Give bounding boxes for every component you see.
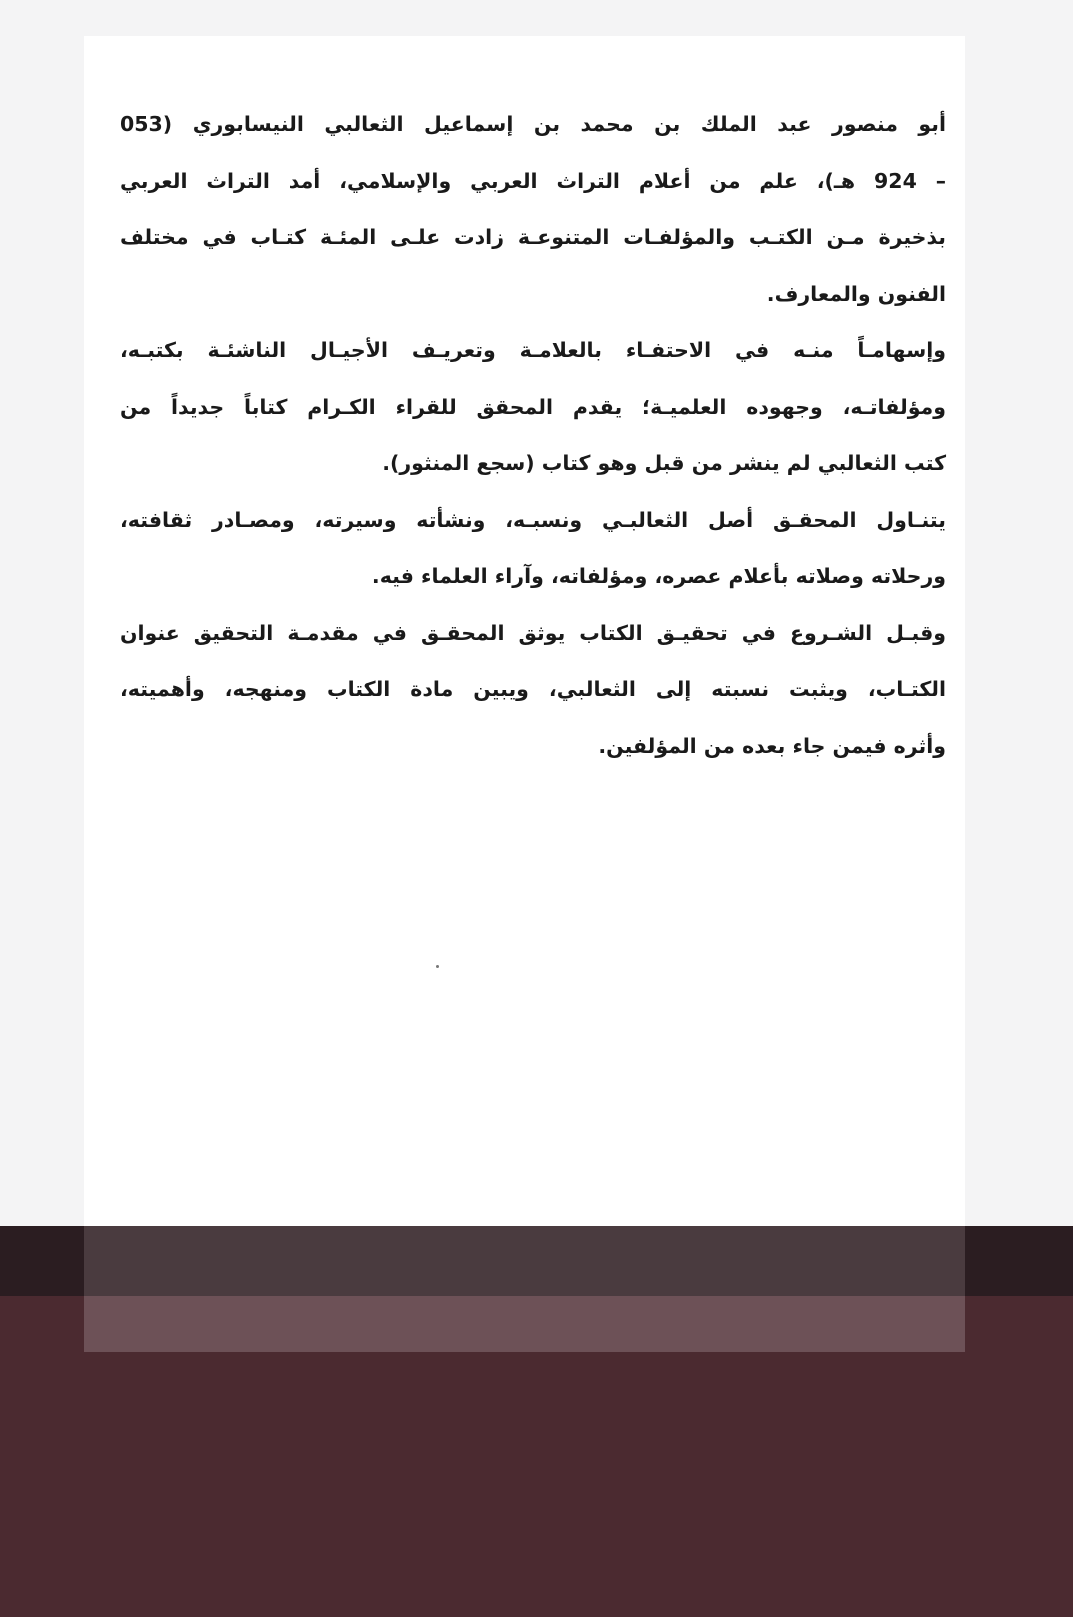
paragraph-book-intro xyxy=(120,322,946,492)
text-line: أبو منصور عبد الملك بن محمد بن إسماعيل الثعالبي النيسابوري (053 xyxy=(120,112,946,136)
speck xyxy=(436,965,439,968)
text-line: وأثره فيمن جاء بعده من المؤلفين. xyxy=(598,733,946,758)
text-line: ومؤلفاتـه، وجهوده العلميـة؛ يقدم المحقق للقراء الكـرام كتاباً جديداً من xyxy=(120,394,946,419)
text-line: وإسهامـاً منـه في الاحتفـاء بالعلامـة وتعريـف الأجيـال الناشئـة بكتبـه، xyxy=(120,338,946,362)
text-line: وقبـل الشـروع في تحقيـق الكتاب يوثق المحقـق في مقدمـة التحقيق عنوان xyxy=(120,620,946,645)
text-line: الكتـاب، ويثبت نسبته إلى الثعالبي، ويبين مادة الكتاب ومنهجه، وأهميته، xyxy=(120,677,946,701)
paragraph-author-intro xyxy=(120,96,946,322)
text-panel-overlay-dark xyxy=(84,1226,965,1296)
text-line: ورحلاته وصلاته بأعلام عصره، ومؤلفاته، وآراء العلماء فيه. xyxy=(371,564,946,588)
text-line: بذخيرة مـن الكتـب والمؤلفـات المتنوعـة زادت علـى المئـة كتـاب في مختلف xyxy=(120,225,946,249)
paragraph-editorial-method xyxy=(120,605,946,775)
text-line: الفنون والمعارف. xyxy=(766,281,946,306)
back-cover-blurb xyxy=(120,96,946,774)
text-line: – 924 هـ)، علم من أعلام التراث العربي والإسلامي، أمد التراث العربي xyxy=(120,168,946,193)
paragraph-biography xyxy=(120,492,946,605)
text-panel-overlay-maroon xyxy=(84,1296,965,1352)
text-line: يتنـاول المحقـق أصل الثعالبـي ونسبـه، ونشأته وسيرته، ومصـادر ثقافته، xyxy=(120,507,946,532)
text-line: كتب الثعالبي لم ينشر من قبل وهو كتاب (سجع المنثور). xyxy=(382,451,946,475)
